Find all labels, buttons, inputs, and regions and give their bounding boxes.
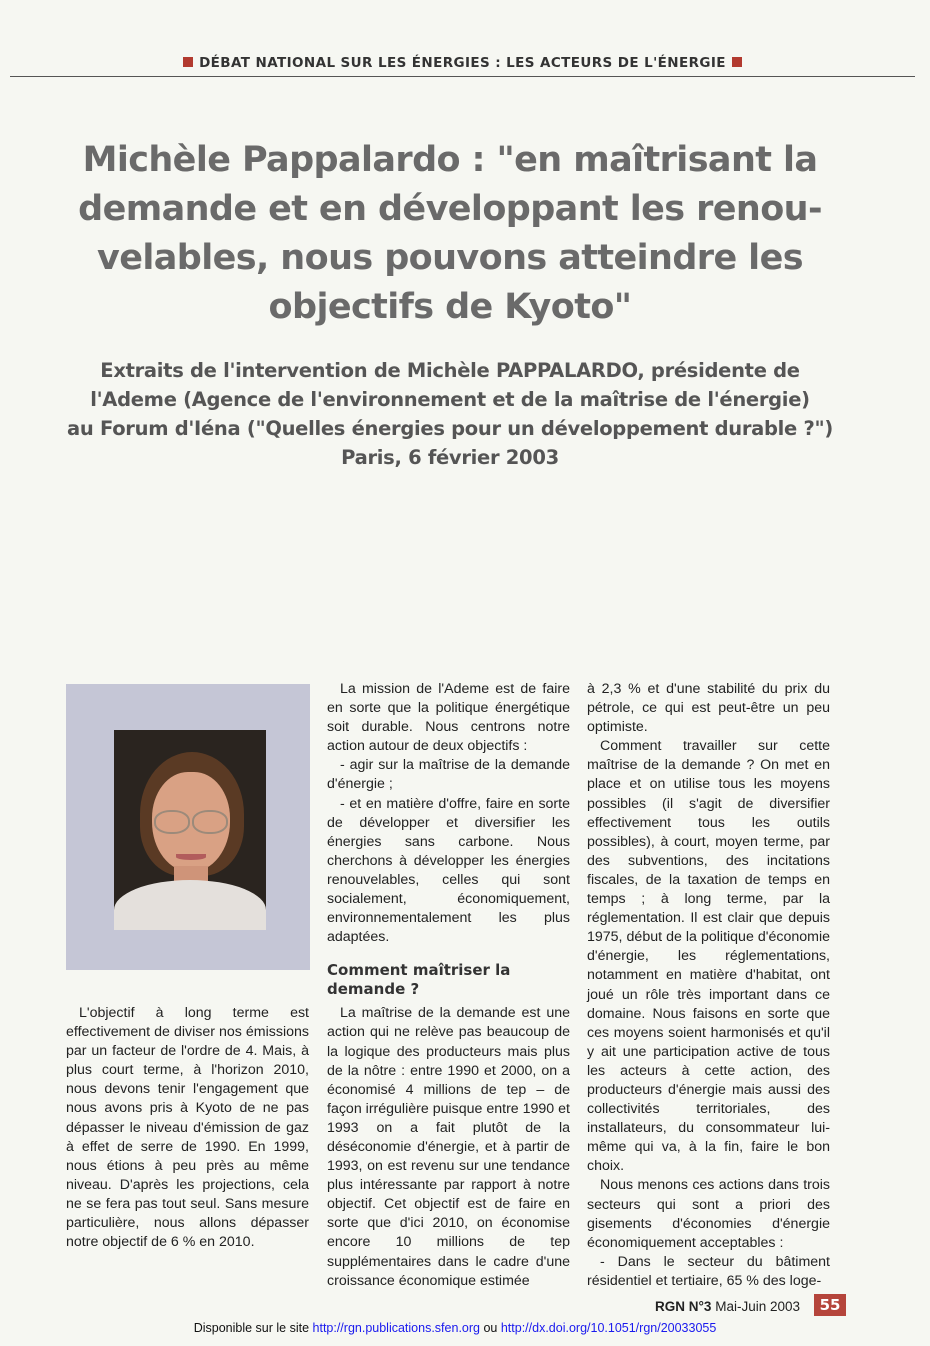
journal-reference [655, 1299, 800, 1314]
title-line: velables, nous pouvons atteindre les [97, 238, 803, 278]
portrait-mouth [176, 854, 206, 860]
journal-name: RGN N°3 [655, 1299, 712, 1314]
publication-link[interactable]: http://rgn.publications.sfen.org [312, 1321, 480, 1335]
paragraph: - agir sur la maîtrise de la demande d'énergie ; [327, 757, 570, 793]
paragraph: - et en matière d'offre, faire en sorte de développer et diversifier les énergies sans carbone. Nous cherchons à développer les énergies renouvelables, celles qui sont socialement, économiquement, environnementalement les plus adaptées. [327, 795, 570, 946]
glasses-lens-left [154, 810, 190, 834]
header-text: DÉBAT NATIONAL SUR LES ÉNERGIES : LES ACTEURS DE L'ÉNERGIE [199, 55, 726, 71]
column-2 [327, 680, 570, 1291]
paragraph: L'objectif à long terme est effectivement de diviser nos émissions par un facteur de l'ordre de 4. Mais, à plus court terme, à l'horizon 2010, nous devons tenir l'engagement que nous avons pris à Kyoto de ne pas dépasser le niveau d'émission de gaz à effet de serre de 1990. En 1999, nous étions à peu près au même niveau. D'après les projections, cela ne se fera pas tout seul. Sans mesure particulière, nous allons dépasser notre objectif de 6 % en 2010. [66, 1005, 309, 1251]
portrait-jacket [114, 880, 266, 930]
paragraph: à 2,3 % et d'une stabilité du prix du pétrole, ce qui est peut-être un peu optimiste. [587, 681, 830, 736]
subtitle-line: au Forum d'Iéna ("Quelles énergies pour un développement durable ?") [67, 417, 833, 440]
journal-issue: Mai-Juin 2003 [715, 1299, 800, 1314]
column-1 [66, 1004, 309, 1252]
availability-note [0, 1321, 910, 1335]
subtitle-line: Paris, 6 février 2003 [341, 446, 559, 469]
header-square-right [732, 57, 742, 67]
title-line: objectifs de Kyoto" [268, 287, 632, 327]
article-title [60, 136, 840, 332]
glasses-lens-right [192, 810, 228, 834]
portrait-frame [66, 684, 310, 970]
column-3 [587, 680, 830, 1291]
paragraph: Comment travailler sur cette maîtrise de la demande ? On met en place et on utilise tous les moyens possibles (il s'agit de diversifier effectivement tous les outils possibles), à court, moyen terme, par des subventions, des incitations fiscales, de la taxation de temps en temps ; à long terme, par la réglementation. Il est clair que depuis 1975, début de la politique d'économie d'énergie, les réglementations, notamment en matière d'habitat, ont joué un rôle très important dans ce domaine. Nous faisons en sorte que ces moyens soient harmonisés et qu'il y ait une participation active de tous les acteurs à cette action, des producteurs d'énergie mais aussi des collectivités territoriales, des installateurs, du consommateur lui-même qui va, à la fin, faire le bon choix. [587, 738, 830, 1175]
paragraph: La maîtrise de la demande est une action qui ne relève pas beaucoup de la logique des producteurs mais plus de la nôtre : entre 1990 et 2000, on a économisé 4 millions de tep – de façon irrégulière puisque entre 1990 et 1993 on a fait plutôt de la déséconomie d'énergie, et à partir de 1993, on est revenu sur une tendance plus intéressante par rapport à notre objectif. Cet objectif est de faire en sorte que d'ici 2010, on économise encore 10 millions de tep supplémentaires dans le cadre d'une croissance économique estimée [327, 1005, 570, 1289]
running-header [10, 52, 915, 77]
availability-prefix: Disponible sur le site [193, 1321, 310, 1335]
portrait-photo [114, 730, 266, 930]
page-number: 55 [814, 1294, 846, 1316]
doi-link[interactable]: http://dx.doi.org/10.1051/rgn/20033055 [500, 1321, 717, 1335]
paragraph: Nous menons ces actions dans trois secteurs qui sont a priori des gisements d'économies d'énergie économiquement acceptables : [587, 1177, 830, 1251]
section-heading: Comment maîtriser la demande ? [327, 961, 511, 999]
header-square-left [183, 57, 193, 67]
subtitle-line: Extraits de l'intervention de Michèle PAPPALARDO, présidente de [100, 359, 800, 382]
paragraph: - Dans le secteur du bâtiment résidentiel et tertiaire, 65 % des loge- [587, 1253, 830, 1289]
title-line: Michèle Pappalardo : "en maîtrisant la [82, 140, 818, 180]
portrait-glasses [154, 810, 228, 832]
availability-or: ou [483, 1321, 498, 1335]
title-line: demande et en développant les renou- [78, 189, 822, 229]
subtitle-line: l'Ademe (Agence de l'environnement et de la maîtrise de l'énergie) [90, 388, 810, 411]
article-subtitle [40, 356, 860, 472]
paragraph: La mission de l'Ademe est de faire en sorte que la politique énergétique soit durable. Nous centrons notre action autour de deux objectifs : [327, 681, 570, 755]
